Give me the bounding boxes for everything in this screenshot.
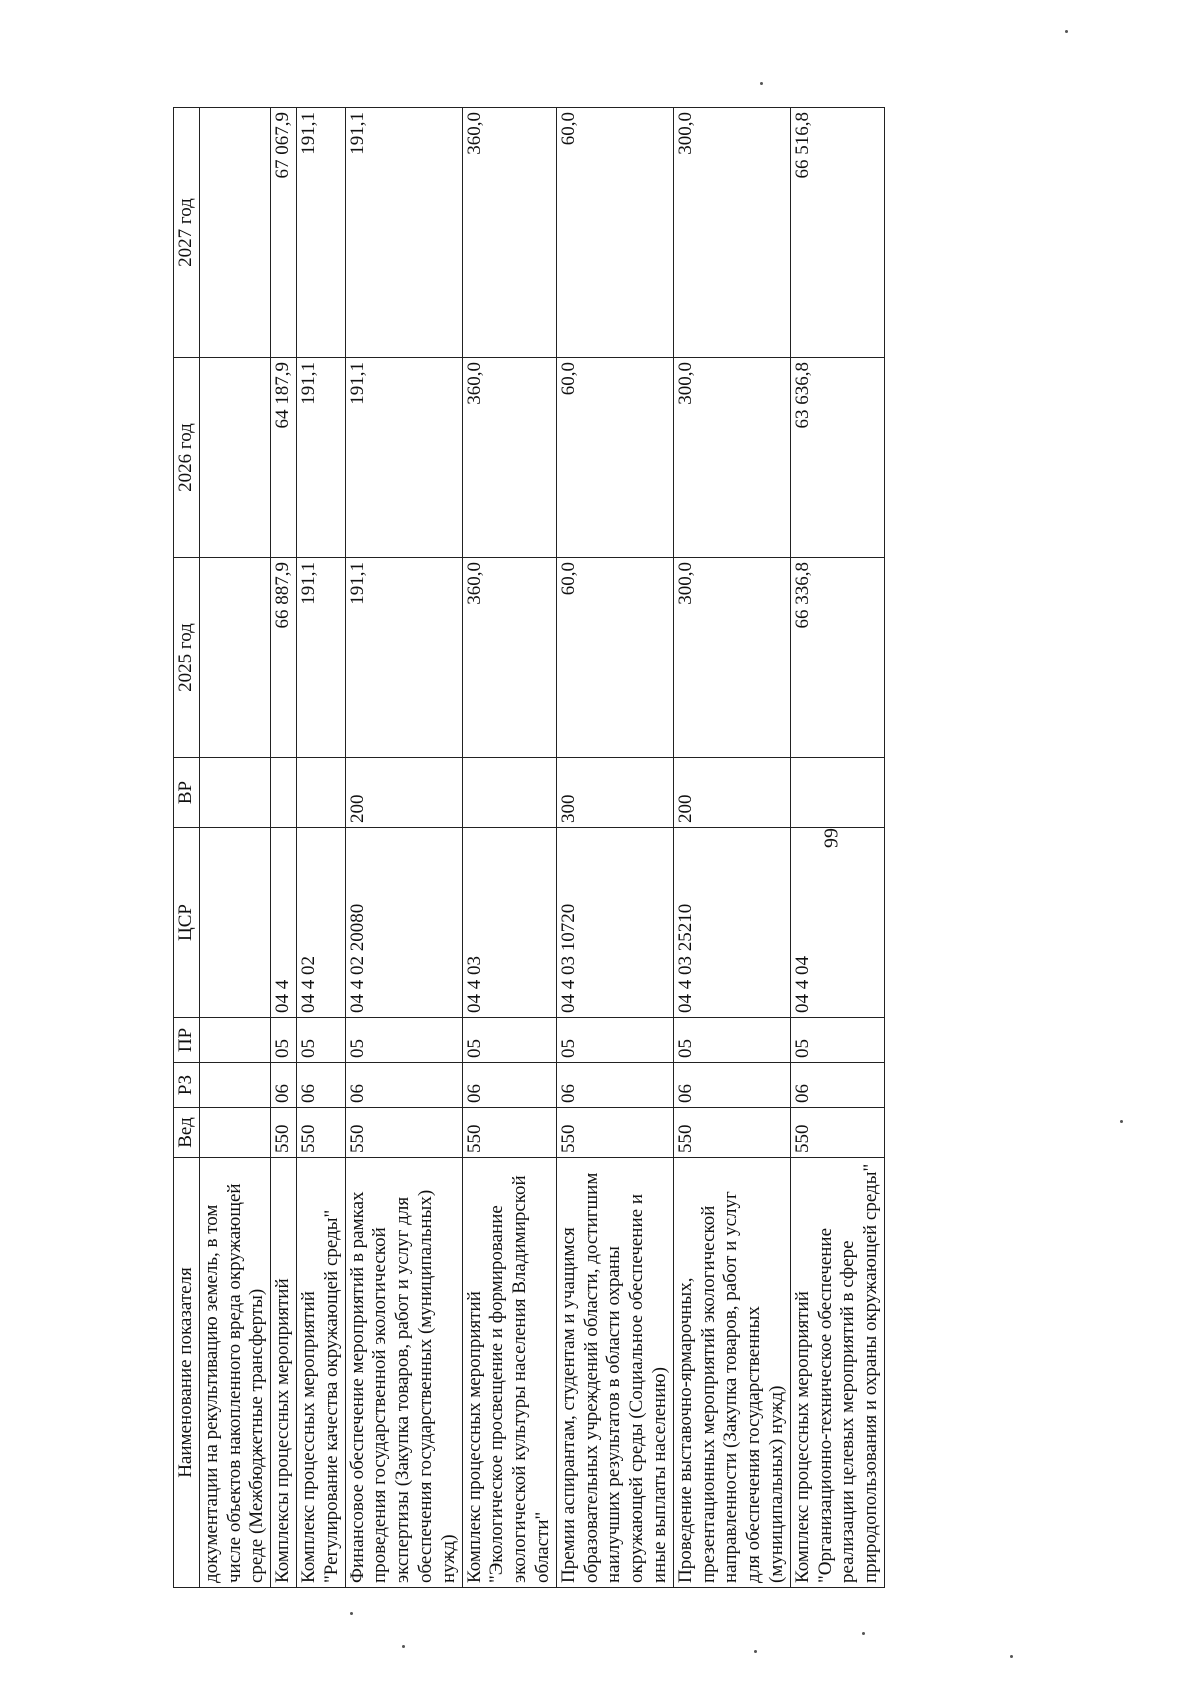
- row-pr: 05: [462, 1018, 556, 1063]
- row-csr: 04 4 03 25210: [673, 828, 790, 1018]
- row-2027: 66 516,8: [790, 108, 884, 358]
- row-2025: 191,1: [296, 558, 345, 758]
- table-row: [271, 108, 297, 1588]
- row-name: Премии аспирантам, студентам и учащимся образовательных учреждений области, достигшим наилучших результатов в области охраны окружающей среды (Социальное обеспечение и иные выплаты населению): [556, 1158, 673, 1588]
- header-2025: 2025 год: [174, 558, 200, 758]
- row-vr: 300: [556, 758, 673, 828]
- row-vr: [790, 758, 884, 828]
- row-2026: 191,1: [345, 358, 462, 558]
- row-csr: 04 4 02 20080: [345, 828, 462, 1018]
- header-pr: ПР: [174, 1018, 200, 1063]
- table-row: [462, 108, 556, 1588]
- scan-speck: [1010, 1655, 1013, 1658]
- header-2027: 2027 год: [174, 108, 200, 358]
- table-row: [556, 108, 673, 1588]
- row-rz: 06: [271, 1063, 297, 1108]
- header-rz: РЗ: [174, 1063, 200, 1108]
- budget-table: [173, 107, 885, 1588]
- row-rz: 06: [673, 1063, 790, 1108]
- row-name: Комплексы процессных мероприятий: [271, 1158, 297, 1588]
- row-2026: 64 187,9: [271, 358, 297, 558]
- rotated-table-container: [173, 108, 1073, 1588]
- row-vr: [271, 758, 297, 828]
- row-ved: 550: [345, 1108, 462, 1158]
- row-2027: 60,0: [556, 108, 673, 358]
- row-ved: [199, 1108, 270, 1158]
- row-ved: 550: [790, 1108, 884, 1158]
- row-2027: 191,1: [296, 108, 345, 358]
- row-ved: 550: [462, 1108, 556, 1158]
- row-2026: 63 636,8: [790, 358, 884, 558]
- row-vr: [462, 758, 556, 828]
- row-rz: 06: [296, 1063, 345, 1108]
- page-number: 99: [820, 828, 843, 848]
- row-name: Проведение выставочно-ярмарочных, презентационных мероприятий экологической направленности (Закупка товаров, работ и услуг для обеспечения государственных (муниципальных) нужд): [673, 1158, 790, 1588]
- table-row: [345, 108, 462, 1588]
- row-2025: 66 336,8: [790, 558, 884, 758]
- row-2027: 360,0: [462, 108, 556, 358]
- row-2025: 360,0: [462, 558, 556, 758]
- row-2025: 300,0: [673, 558, 790, 758]
- row-vr: [296, 758, 345, 828]
- scan-speck: [760, 82, 763, 85]
- row-2025: 60,0: [556, 558, 673, 758]
- scan-speck: [1065, 30, 1068, 33]
- row-name: Финансовое обеспечение мероприятий в рамках проведения государственной экологической экспертизы (Закупка товаров, работ и услуг для обеспечения государственных (муниципальных) нужд): [345, 1158, 462, 1588]
- row-csr: 04 4 03 10720: [556, 828, 673, 1018]
- row-2027: 191,1: [345, 108, 462, 358]
- row-pr: 05: [296, 1018, 345, 1063]
- row-name: Комплекс процессных мероприятий "Экологическое просвещение и формирование экологической культуры населения Владимирской области": [462, 1158, 556, 1588]
- row-pr: 05: [790, 1018, 884, 1063]
- row-csr: 04 4 04: [790, 828, 884, 1018]
- row-csr: 04 4: [271, 828, 297, 1018]
- table-row: [199, 108, 270, 1588]
- scan-speck: [402, 1645, 405, 1648]
- row-2027: 67 067,9: [271, 108, 297, 358]
- row-2026: 360,0: [462, 358, 556, 558]
- row-ved: 550: [556, 1108, 673, 1158]
- table-row: [790, 108, 884, 1588]
- row-rz: 06: [345, 1063, 462, 1108]
- row-2027: 300,0: [673, 108, 790, 358]
- header-name: Наименование показателя: [174, 1158, 200, 1588]
- scan-speck: [754, 1650, 757, 1653]
- table-row: [296, 108, 345, 1588]
- row-csr: 04 4 03: [462, 828, 556, 1018]
- row-rz: 06: [556, 1063, 673, 1108]
- row-pr: 05: [345, 1018, 462, 1063]
- row-rz: 06: [462, 1063, 556, 1108]
- row-vr: [199, 758, 270, 828]
- header-csr: ЦСР: [174, 828, 200, 1018]
- row-ved: 550: [673, 1108, 790, 1158]
- row-2025: [199, 558, 270, 758]
- row-csr: [199, 828, 270, 1018]
- row-name: документации на рекультивацию земель, в том числе объектов накопленного вреда окружающей среде (Межбюджетные трансферты): [199, 1158, 270, 1588]
- row-vr: 200: [345, 758, 462, 828]
- row-2026: 60,0: [556, 358, 673, 558]
- row-name: Комплекс процессных мероприятий "Организационно-техническое обеспечение реализации целевых мероприятий в сфере природопользования и охраны окружающей среды": [790, 1158, 884, 1588]
- scan-speck: [1120, 1120, 1123, 1123]
- header-vr: ВР: [174, 758, 200, 828]
- row-ved: 550: [271, 1108, 297, 1158]
- header-2026: 2026 год: [174, 358, 200, 558]
- row-rz: 06: [790, 1063, 884, 1108]
- row-2025: 66 887,9: [271, 558, 297, 758]
- row-2027: [199, 108, 270, 358]
- row-name: Комплекс процессных мероприятий "Регулирование качества окружающей среды": [296, 1158, 345, 1588]
- scan-speck: [350, 1612, 353, 1615]
- row-pr: 05: [556, 1018, 673, 1063]
- row-pr: 05: [673, 1018, 790, 1063]
- table-header-row: [174, 108, 200, 1588]
- row-vr: 200: [673, 758, 790, 828]
- row-ved: 550: [296, 1108, 345, 1158]
- row-csr: 04 4 02: [296, 828, 345, 1018]
- table-row: [673, 108, 790, 1588]
- scan-speck: [862, 1632, 865, 1635]
- row-2025: 191,1: [345, 558, 462, 758]
- row-2026: 300,0: [673, 358, 790, 558]
- header-ved: Вед: [174, 1108, 200, 1158]
- row-2026: 191,1: [296, 358, 345, 558]
- row-rz: [199, 1063, 270, 1108]
- row-pr: [199, 1018, 270, 1063]
- row-pr: 05: [271, 1018, 297, 1063]
- row-2026: [199, 358, 270, 558]
